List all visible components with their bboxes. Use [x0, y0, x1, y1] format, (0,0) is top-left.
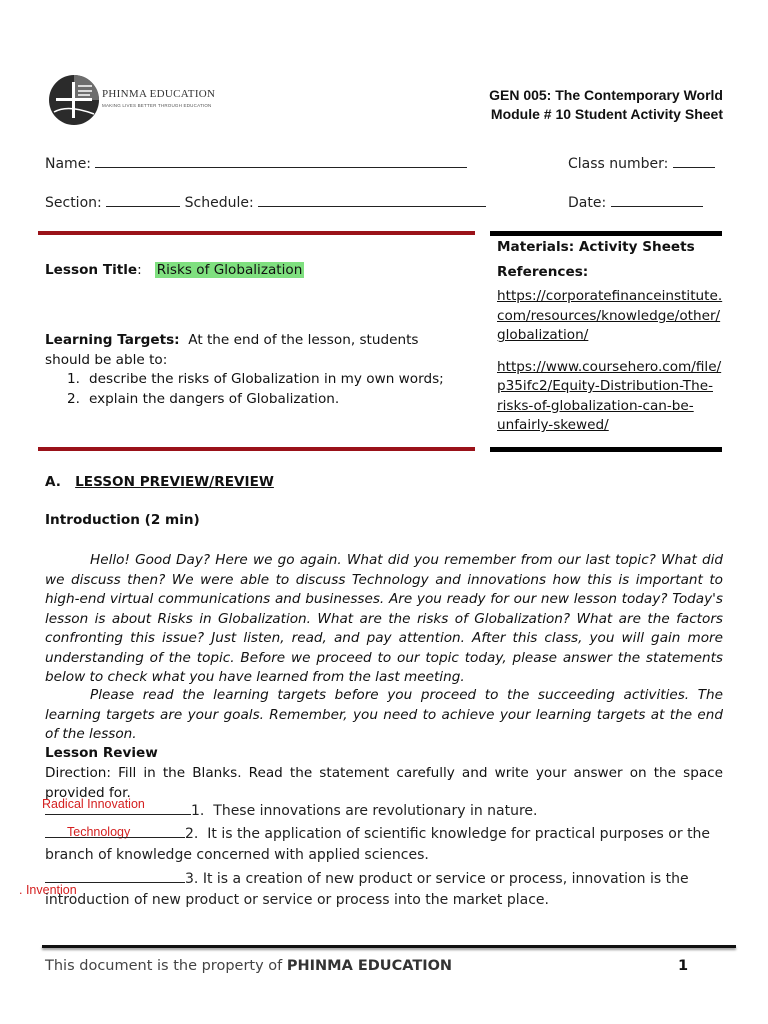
introduction-heading: Introduction (2 min) [45, 512, 200, 528]
intro-paragraph-2: Please read the learning targets before you proceed to the succeeding activities. The learning targets are your goals. Remember, you need to achieve your learning targets at the end of the lesson. [45, 687, 723, 742]
answer-blank-1[interactable] [45, 801, 191, 815]
materials-label: Materials: Activity Sheets [497, 239, 695, 255]
lesson-review-heading: Lesson Review [45, 745, 158, 761]
answer-blank-2[interactable] [45, 824, 185, 838]
answer-2: Technology [67, 825, 131, 839]
learning-targets [45, 331, 465, 409]
logo-tagline: MAKING LIVES BETTER THROUGH EDUCATION [102, 103, 212, 108]
materials-bottom-rule [490, 447, 722, 452]
learning-targets-label: Learning Targets: [45, 332, 180, 348]
module-title: Module # 10 Student Activity Sheet [490, 106, 723, 122]
course-title: GEN 005: The Contemporary World [489, 87, 723, 103]
schedule-label: Schedule: [184, 195, 254, 211]
lesson-title-value: Risks of Globalization [156, 262, 303, 278]
reference-link-1[interactable]: https://corporatefinanceinstitute. com/resources/knowledge/other/ globalization/ [497, 288, 723, 343]
class-number-field [568, 154, 715, 172]
lesson-bottom-rule [38, 447, 475, 451]
name-label: Name: [45, 156, 92, 172]
name-blank[interactable] [95, 154, 467, 168]
learning-targets-intro: At the end of the lesson, students should be able to: [45, 332, 419, 368]
materials-box [497, 238, 723, 436]
name-field [45, 154, 467, 172]
reference-link-2[interactable]: https://www.coursehero.com/file/ p35ifc2/Equity-Distribution-The- risks-of-globalization-can-be- unfairly-skewed/ [497, 358, 722, 433]
section-label: Section: [45, 195, 102, 211]
answer-blank-3[interactable] [45, 869, 185, 883]
lesson-title-label: Lesson Title [45, 262, 138, 278]
section-a-heading: A. LESSON PREVIEW/REVIEW [45, 474, 274, 490]
page-number: 1 [678, 958, 689, 974]
section-schedule-field [45, 193, 486, 211]
review-item-3: 3. It is a creation of new product or service or process, innovation is the introduction of new product or service or process into the market place. [45, 871, 689, 908]
direction-text: Direction: Fill in the Blanks. Read the statement carefully and write your answer on the space provided for. [45, 765, 723, 801]
phinma-logo [48, 72, 218, 128]
references-label: References: [497, 263, 589, 280]
review-item-1: 1. These innovations are revolutionary in nature. [45, 801, 725, 822]
intro-paragraph-1: Hello! Good Day? Here we go again. What did you remember from our last topic? What did we discuss then? We were able to discuss Technology and innovations how this is important to high-end virtual communications and businesses. Are you ready for our new lesson today? Today's lesson is about Risks in Globalization. What are the risks of Globalization? What are the factors confronting this issue? Just listen, read, and pay attention. After this class, you will gain more understanding of the topic. Before we proceed to our topic today, please answer the statements below to check what you have learned from the last meeting. [45, 552, 723, 685]
footer-rule [42, 945, 736, 948]
lesson-title-row: Lesson Title: Risks of Globalization [45, 262, 303, 278]
answer-3: . Invention [19, 883, 77, 897]
review-item-2: 2. It is the application of scientific knowledge for practical purposes or the branch of knowledge concerned with applied sciences. [45, 826, 711, 863]
materials-top-rule [490, 231, 722, 236]
logo-name: PHINMA EDUCATION [102, 88, 216, 100]
schedule-blank[interactable] [258, 193, 486, 207]
date-field [568, 193, 703, 211]
target-item: 1. describe the risks of Globalization in my own words; [67, 371, 444, 387]
course-header [489, 86, 723, 124]
date-blank[interactable] [611, 193, 703, 207]
targets-list [45, 370, 465, 409]
section-blank[interactable] [106, 193, 180, 207]
lesson-top-rule [38, 231, 475, 235]
class-number-label: Class number: [568, 156, 669, 172]
date-label: Date: [568, 195, 607, 211]
phinma-logo-mark [48, 74, 100, 126]
answer-1: Radical Innovation [42, 797, 145, 811]
target-item: 2. explain the dangers of Globalization. [67, 390, 340, 407]
footer-ownership: This document is the property of PHINMA EDUCATION [45, 958, 453, 974]
class-number-blank[interactable] [673, 154, 715, 168]
